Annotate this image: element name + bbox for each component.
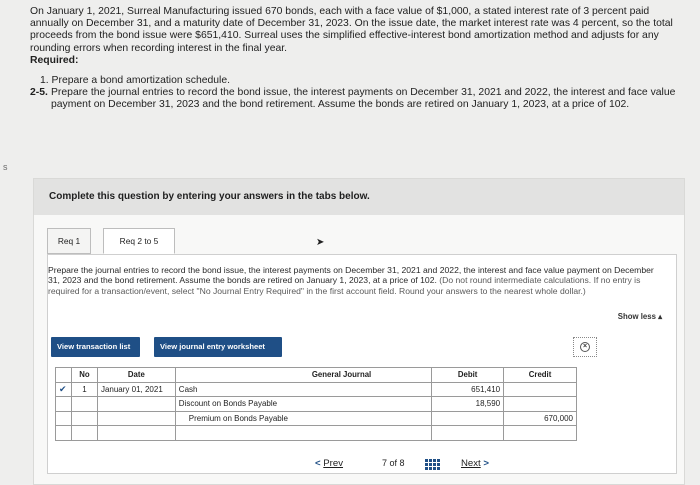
view-transaction-list-button[interactable]: View transaction list — [51, 337, 140, 357]
prev-button[interactable] — [315, 458, 343, 469]
problem-text: On January 1, 2021, Surreal Manufacturing issued 670 bonds, each with a face value of $1,000, a stated interest rate of 3 percent paid annually on December 31, and a maturity date of December 31, 2023. On the issue date, the market interest rate was 4 percent, so the total proceeds from the bond issue were $651,410. Surreal uses the simplified effective-interest bond amortization method and adjusts for any rounding errors when recording interest in the final year. — [30, 6, 673, 54]
table-row — [56, 411, 577, 426]
row-no — [71, 426, 97, 441]
row-date[interactable]: January 01, 2021 — [97, 382, 175, 397]
chevron-right-icon: > — [483, 458, 490, 469]
side-mark: s — [3, 162, 8, 172]
show-less-link[interactable]: Show less ▴ — [617, 312, 662, 321]
close-icon: × — [580, 342, 590, 352]
row-account[interactable] — [175, 426, 431, 441]
required-label: Required: — [30, 54, 79, 66]
row-credit[interactable] — [504, 382, 577, 397]
instructions-main: Prepare the journal entries to record the bond issue, the interest payments on December 31, 2021 and 2022, the interest and face value payment on December 31, 2023 and the bond retirement. Assume the bonds are retired on January 1, 2023, at a price of 102. — [48, 265, 654, 286]
mouse-cursor-icon: ➤ — [316, 237, 325, 248]
question-panel — [33, 178, 685, 485]
tab-req-1[interactable]: Req 1 — [47, 228, 91, 254]
row-no — [71, 411, 97, 426]
table-row — [56, 382, 577, 397]
row-check-cell — [56, 411, 72, 426]
row-no — [71, 397, 97, 412]
row-credit[interactable] — [504, 397, 577, 412]
next-button[interactable] — [461, 458, 489, 469]
row-debit[interactable]: 651,410 — [432, 382, 504, 397]
row-credit[interactable]: 670,000 — [504, 411, 577, 426]
requirement-2-5 — [30, 87, 690, 111]
row-check-cell — [56, 426, 72, 441]
row-debit[interactable] — [432, 426, 504, 441]
header-credit: Credit — [504, 368, 577, 383]
requirement-number: 2-5. — [30, 87, 48, 99]
journal-table — [55, 367, 577, 441]
table-row — [56, 397, 577, 412]
instructions — [48, 265, 668, 296]
header-mark — [56, 368, 72, 383]
prev-label: Prev — [323, 458, 344, 469]
header-general-journal: General Journal — [175, 368, 431, 383]
next-label: Next — [461, 458, 481, 469]
row-date[interactable] — [97, 426, 175, 441]
chevron-left-icon: < — [315, 458, 321, 469]
header-debit: Debit — [432, 368, 504, 383]
row-check-cell — [56, 397, 72, 412]
check-icon: ✔ — [59, 383, 67, 394]
row-credit[interactable] — [504, 426, 577, 441]
view-journal-entry-worksheet-button[interactable]: View journal entry worksheet — [154, 337, 282, 357]
instructions-note: (Do not round intermediate calculations. If no entry is required for a transaction/event, select "No Journal Entry Required" in the first account field. Round your answers to the nearest whole dollar.) — [48, 275, 641, 296]
row-no: 1 — [71, 382, 97, 397]
problem-statement — [30, 6, 690, 112]
requirement-text: Prepare the journal entries to record the bond issue, the interest payments on December 31, 2021 and 2022, the interest and face value payment on December 31, 2023 and the bond retirement. Assume the bonds are retired on January 1, 2023, at a price of 102. — [51, 87, 676, 111]
row-debit[interactable]: 18,590 — [432, 397, 504, 412]
table-row — [56, 426, 577, 441]
page-indicator: 7 of 8 — [382, 458, 405, 468]
row-check-cell — [56, 382, 72, 397]
requirement-1: 1. Prepare a bond amortization schedule. — [40, 75, 231, 87]
row-account[interactable]: Cash — [175, 382, 431, 397]
header-date: Date — [97, 368, 175, 383]
journal-header-row — [56, 368, 577, 383]
grid-icon[interactable] — [425, 459, 438, 470]
close-button[interactable] — [573, 337, 597, 357]
tab-req-2-to-5[interactable]: Req 2 to 5 — [103, 228, 175, 254]
row-date[interactable] — [97, 397, 175, 412]
panel-header — [34, 179, 684, 215]
panel-heading: Complete this question by entering your answers in the tabs below. — [49, 191, 370, 202]
tab-content — [47, 254, 677, 474]
row-account[interactable]: Discount on Bonds Payable — [175, 397, 431, 412]
row-account[interactable]: Premium on Bonds Payable — [175, 411, 431, 426]
row-date[interactable] — [97, 411, 175, 426]
requirements-list — [30, 75, 690, 112]
row-debit[interactable] — [432, 411, 504, 426]
header-no: No — [71, 368, 97, 383]
